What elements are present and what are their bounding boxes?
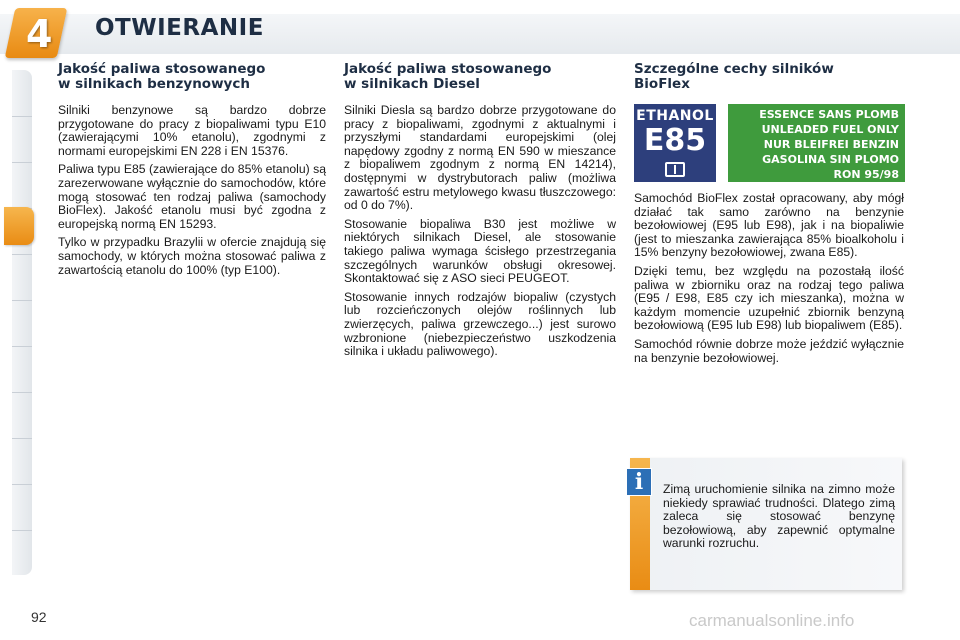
fuel-label-line: NUR BLEIFREI BENZIN xyxy=(763,138,899,151)
unleaded-fuel-label xyxy=(728,104,905,182)
info-icon: i xyxy=(626,468,652,496)
bioflex-section xyxy=(634,62,904,370)
fuel-label-line: GASOLINA SIN PLOMO xyxy=(762,153,899,166)
chapter-tab-divider xyxy=(12,484,32,485)
ethanol-label-text: ETHANOL xyxy=(636,108,714,124)
paragraph: Samochód BioFlex został opracowany, aby mógł działać tak samo zarówno na benzynie bezołowiowej (E95 lub E98), jak i na biopaliwie (jest to mieszanka zawierająca 85% bioalkoholu i 15% benzyny bezołowiowej, zwana E85). xyxy=(634,191,904,260)
heading-line: BioFlex xyxy=(634,76,690,92)
heading-line: w silnikach benzynowych xyxy=(58,76,250,92)
paragraph: Stosowanie biopaliwa B30 jest możliwe w niektórych silnikach Diesel, ale stosowanie takiego paliwa wymaga ścisłego przestrzegania szczególnych warunków obsługi okresowej. Skontaktować się z ASO sieci PEUGEOT. xyxy=(344,216,616,286)
fuel-labels xyxy=(634,104,904,182)
chapter-tab-divider xyxy=(12,392,32,393)
chapter-tab-divider xyxy=(12,300,32,301)
heading-line: Jakość paliwa stosowanego xyxy=(58,61,266,77)
chapter-tab-rail xyxy=(12,70,32,575)
heading-line: Szczególne cechy silników xyxy=(634,61,834,77)
chapter-number: 4 xyxy=(26,12,53,56)
paragraph: Silniki benzynowe są bardzo dobrze przygotowane do pracy z biopaliwami typu E10 (zawierającymi 10% etanolu), zgodnymi z normami europejskimi EN 228 i EN 15376. xyxy=(58,103,326,158)
chapter-tab-divider xyxy=(12,530,32,531)
fuel-label-line: ESSENCE SANS PLOMB xyxy=(759,108,899,121)
bioflex-section-heading xyxy=(634,62,904,92)
watermark: carmanualsonline.info xyxy=(689,611,855,630)
chapter-tab-active[interactable] xyxy=(4,207,34,245)
paragraph: Dzięki temu, bez względu na pozostałą ilość paliwa w zbiorniku oraz na rodzaj tego paliwa (E95 / E98, E85 czy ich mieszanka), można w każdym momencie uzupełnić zbiornik benzyną bezołowiową (E95 lub E98) lub biopaliwem (E85). xyxy=(634,263,904,333)
petrol-fuel-section xyxy=(58,62,326,282)
chapter-tab-divider xyxy=(12,438,32,439)
paragraph: Samochód równie dobrze może jeździć wyłącznie na benzynie bezołowiowej. xyxy=(634,336,904,365)
paragraph: Tylko w przypadku Brazylii w ofercie znajdują się samochody, w których można stosować paliwa z zawartością etanolu do 100% (typ E100). xyxy=(58,235,326,277)
diesel-section-heading xyxy=(344,62,616,92)
diesel-fuel-section xyxy=(344,62,616,364)
page-title: OTWIERANIE xyxy=(95,15,264,41)
heading-line: Jakość paliwa stosowanego xyxy=(344,61,552,77)
ethanol-code: E85 xyxy=(643,123,707,158)
paragraph: Stosowanie innych rodzajów biopaliw (czystych lub rozcieńczonych olejów roślinnych lub zwierzęcych, paliwa grzewczego...) jest surowo wzbronione (niebezpieczeństwo uszkodzenia silnika i układu paliwowego). xyxy=(344,289,616,359)
chapter-tab-divider xyxy=(12,116,32,117)
manual-book-icon xyxy=(665,162,685,177)
paragraph: Paliwa typu E85 (zawierające do 85% etanolu) są zarezerwowane wyłącznie do samochodów, które mogą stosować ten rodzaj paliwa (samochody BioFlex). Jakość etanolu musi być zgodna z europejską normą EN 15293. xyxy=(58,162,326,231)
chapter-tab-divider xyxy=(12,346,32,347)
fuel-label-line: RON 95/98 xyxy=(833,168,899,181)
heading-line: w silnikach Diesel xyxy=(344,76,480,92)
chapter-tab-divider xyxy=(12,162,32,163)
fuel-label-line: UNLEADED FUEL ONLY xyxy=(761,123,899,136)
chapter-tab-divider xyxy=(12,254,32,255)
petrol-section-heading xyxy=(58,62,326,92)
info-note-text: Zimą uruchomienie silnika na zimno może niekiedy sprawiać trudności. Dlatego zimą zaleca się stosować benzynę bezołowiową, aby zapewnić optymalne warunki rozruchu. xyxy=(663,482,895,551)
page-number: 92 xyxy=(31,609,47,625)
info-note-box xyxy=(630,458,902,590)
paragraph: Silniki Diesla są bardzo dobrze przygotowane do pracy z biopaliwami, zgodnymi z aktualnymi i przyszłymi standardami europejskimi (olej napędowy zgodny z normą EN 590 w mieszance z biopaliwem zgodnym z normą EN 14214), dostępnymi w dystrybutorach paliw (możliwa zawartość estru metylowego kwasu tłuszczowego: od 0 do 7%). xyxy=(344,103,616,213)
ethanol-e85-label xyxy=(634,104,716,182)
